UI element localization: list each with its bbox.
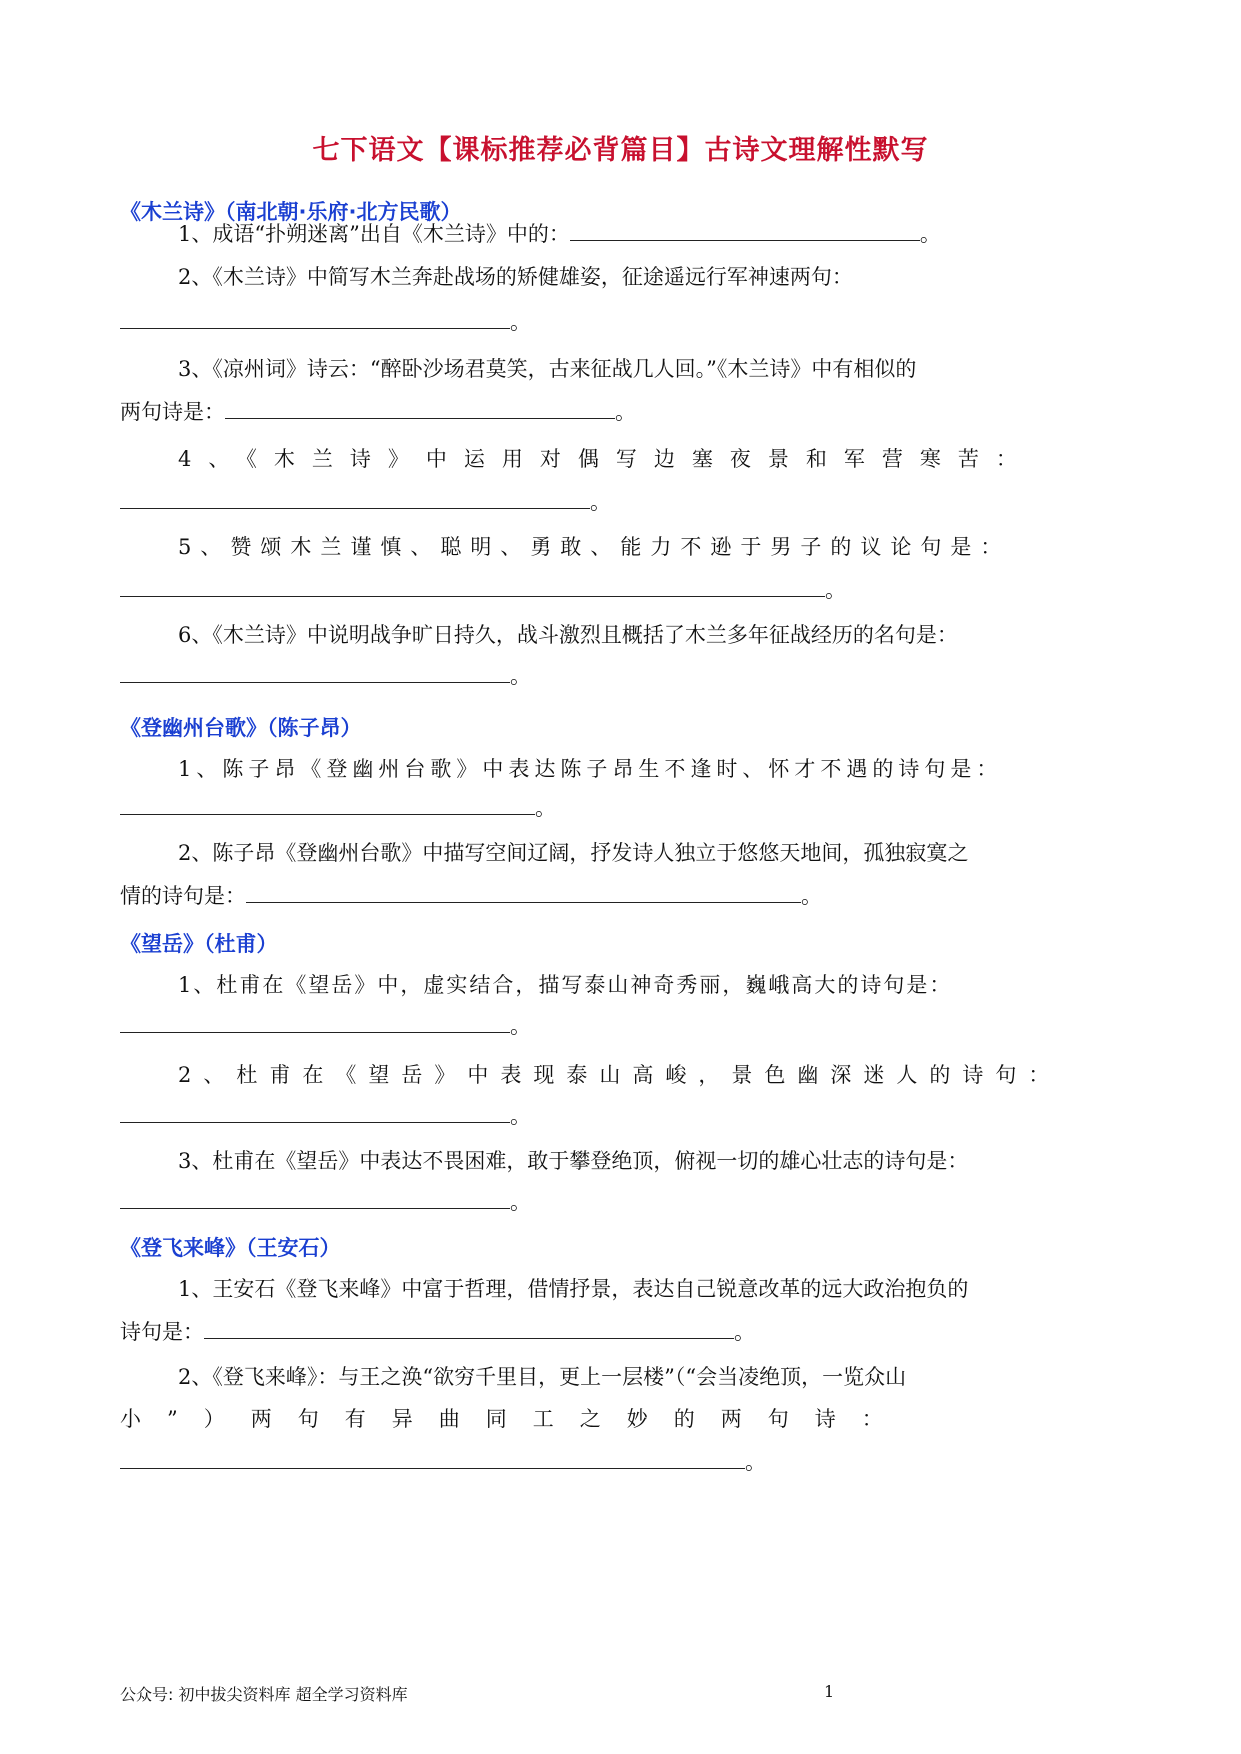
answer-blank[interactable]	[225, 396, 615, 419]
question-wangyue-3-answer: 。	[120, 1186, 1120, 1217]
question-mulan-2: 2、《木兰诗》中简写木兰奔赴战场的矫健雄姿，征途遥远行军神速两句：	[178, 265, 853, 289]
question-mulan-4: 4、《木兰诗》中运用对偶写边塞夜景和军营寒苦：	[178, 447, 1034, 471]
answer-blank[interactable]	[120, 1100, 510, 1123]
question-feilaifeng-1-cont: 诗句是： 。	[120, 1316, 1120, 1347]
question-youzhou-1-answer: 。	[120, 792, 1120, 823]
question-youzhou-2: 2、陈子昂《登幽州台歌》中描写空间辽阔，抒发诗人独立于悠悠天地间，孤独寂寞之	[178, 841, 969, 865]
answer-blank[interactable]	[204, 1316, 734, 1339]
question-feilaifeng-2-cont: 小”）两句有异曲同工之妙的两句诗：	[120, 1407, 909, 1431]
answer-blank[interactable]	[120, 574, 825, 597]
question-wangyue-3: 3、杜甫在《望岳》中表达不畏困难，敢于攀登绝顶，俯视一切的雄心壮志的诗句是：	[178, 1149, 969, 1173]
page-number: 1	[824, 1682, 835, 1701]
answer-blank[interactable]	[120, 660, 510, 683]
question-mulan-3: 3、《凉州词》诗云：“醉卧沙场君莫笑，古来征战几人回。”《木兰诗》中有相似的	[178, 357, 917, 381]
answer-blank[interactable]	[120, 306, 510, 329]
question-wangyue-1-answer: 。	[120, 1010, 1120, 1041]
question-mulan-1: 1、成语“扑朔迷离”出自《木兰诗》中的： 。	[120, 218, 1120, 249]
section-heading-mulan: 《木兰诗》（南北朝·乐府·北方民歌）	[120, 200, 462, 224]
question-wangyue-2-answer: 。	[120, 1100, 1120, 1131]
answer-blank[interactable]	[120, 792, 535, 815]
question-feilaifeng-2: 2、《登飞来峰》：与王之涣“欲穷千里目，更上一层楼”（“会当凌绝顶，一览众山	[178, 1365, 907, 1389]
answer-blank[interactable]	[246, 880, 801, 903]
answer-blank[interactable]	[120, 486, 590, 509]
section-heading-wangyue: 《望岳》（杜甫）	[120, 932, 278, 956]
answer-blank[interactable]	[120, 1010, 510, 1033]
answer-blank[interactable]	[120, 1186, 510, 1209]
section-heading-youzhou: 《登幽州台歌》（陈子昂）	[120, 716, 362, 740]
question-wangyue-2: 2、杜甫在《望岳》中表现泰山高峻，景色幽深迷人的诗句：	[178, 1063, 1062, 1087]
page-title: 七下语文【课标推荐必背篇目】古诗文理解性默写	[312, 135, 929, 166]
section-heading-feilaifeng: 《登飞来峰》（王安石）	[120, 1236, 341, 1260]
answer-blank[interactable]	[120, 1446, 745, 1469]
question-mulan-5-answer: 。	[120, 574, 1120, 605]
question-mulan-2-answer: 。	[120, 306, 1120, 337]
question-mulan-5: 5、赞颂木兰谨慎、聪明、勇敢、能力不逊于男子的议论句是：	[178, 535, 1011, 559]
question-youzhou-2-cont: 情的诗句是： 。	[120, 880, 1120, 911]
footer-source: 公众号: 初中拔尖资料库 超全学习资料库	[120, 1685, 408, 1704]
question-feilaifeng-2-answer: 。	[120, 1446, 1120, 1477]
answer-blank[interactable]	[570, 218, 920, 241]
question-youzhou-1: 1、陈子昂《登幽州台歌》中表达陈子昂生不逢时、怀才不遇的诗句是：	[178, 757, 1003, 781]
question-feilaifeng-1: 1、王安石《登飞来峰》中富于哲理，借情抒景，表达自己锐意改革的远大政治抱负的	[178, 1277, 969, 1301]
question-mulan-6: 6、《木兰诗》中说明战争旷日持久，战斗激烈且概括了木兰多年征战经历的名句是：	[178, 623, 958, 647]
question-mulan-3-cont: 两句诗是： 。	[120, 396, 1120, 427]
question-wangyue-1: 1、杜甫在《望岳》中，虚实结合，描写泰山神奇秀丽，巍峨高大的诗句是：	[178, 973, 953, 997]
question-mulan-6-answer: 。	[120, 660, 1120, 691]
question-mulan-4-answer: 。	[120, 486, 1120, 517]
